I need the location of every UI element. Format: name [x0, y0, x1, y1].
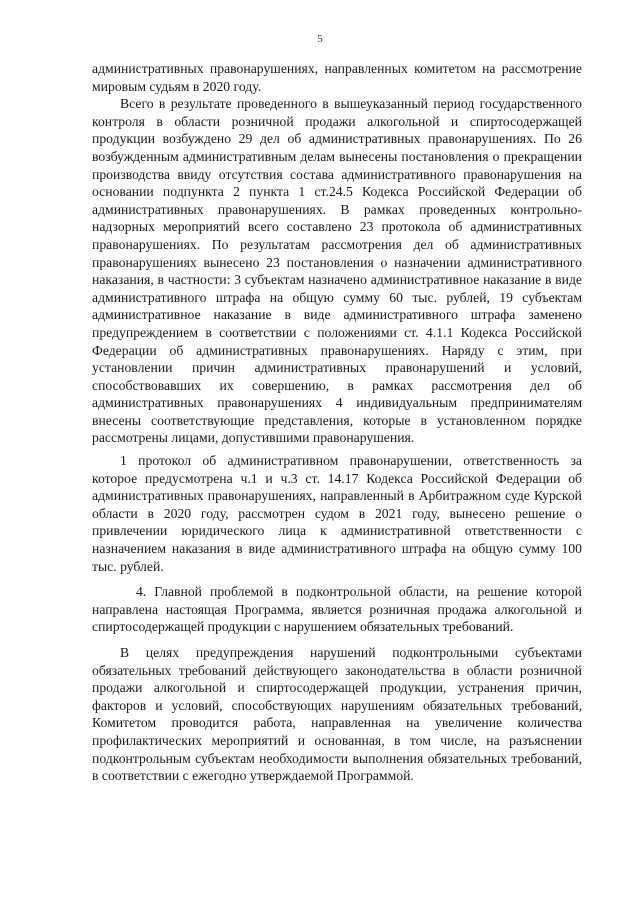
paragraph-arbitration-protocol: 1 протокол об административном правонарушении, ответственность за которое предусмотрена ч.1 и ч.3 ст. 14.17 Кодекса Российской Федерации об административных правонарушениях, направленный в Арбитражном суде Курской области в 2020 году, рассмотрен судом в 2021 году, вынесено решение о привлечении юридического лица к административной ответственности с назначением наказания в виде административного штрафа на общую сумму 100 тыс. рублей.: [92, 453, 582, 574]
paragraph-continuation: административных правонарушениях, направленных комитетом на рассмотрение мировым судьям в 2020 году.: [92, 61, 582, 94]
paragraph-main-problem: 4. Главной проблемой в подконтрольной области, на решение которой направлена настоящая Программа, является розничная продажа алкогольной и спиртосодержащей продукции с нарушением обязательных требований.: [92, 584, 582, 635]
paragraph-prevention: В целях предупреждения нарушений подконтрольными субъектами обязательных требований действующего законодательства в области розничной продажи алкогольной и спиртосодержащей продукции, устранения причин, факторов и условий, способствующих нарушениям обязательных требований, Комитетом проводится работа, направленная на увеличение количества профилактических мероприятий и основанная, в том числе, на разъяснении подконтрольным субъектам необходимости выполнения обязательных требований, в соответствии с ежегодно утверждаемой Программой.: [92, 645, 582, 784]
document-body: [92, 60, 582, 785]
page-number: 5: [317, 33, 323, 45]
paragraph-control-results: Всего в результате проведенного в вышеуказанный период государственного контроля в области розничной продажи алкогольной и спиртосодержащей продукции возбуждено 29 дел об административных правонарушениях. По 26 возбужденным административным делам вынесены постановления о прекращении производства ввиду отсутствия состава административного правонарушения на основании подпункта 2 пункта 1 ст.24.5 Кодекса Российской Федерации об административных правонарушениях. В рамках проведенных контрольно-надзорных мероприятий всего составлено 23 протокола об административных правонарушениях. По результатам рассмотрения дел об административных правонарушениях вынесено 23 постановления о назначении административного наказания, в частности: 3 субъектам назначено административное наказание в виде административного штрафа на общую сумму 60 тыс. рублей, 19 субъектам административное наказание в виде административного штрафа заменено предупреждением в соответствии с положениями ст. 4.1.1 Кодекса Российской Федерации об административных правонарушениях. Наряду с этим, при установлении причин административных правонарушений и условий, способствовавших их совершению, в рамках рассмотрения дел об административных правонарушениях 4 индивидуальным предпринимателям внесены соответствующие представления, которые в установленном порядке рассмотрены лицами, допустившими правонарушения.: [92, 96, 582, 446]
